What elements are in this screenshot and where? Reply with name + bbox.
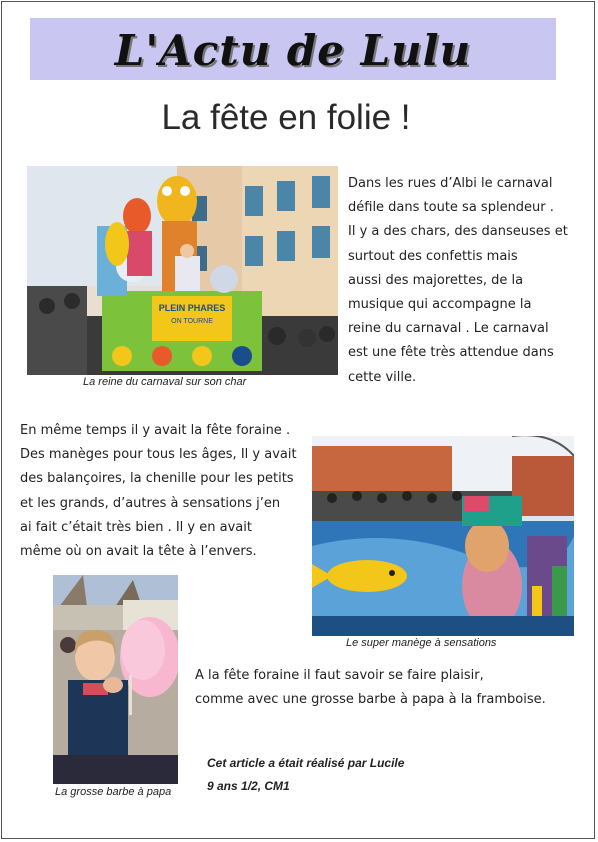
float-photo-caption: La reine du carnaval sur son char — [83, 376, 247, 388]
paragraph-line: musique qui accompagne la — [348, 296, 532, 312]
ride-photo-caption: Le super manège à sensations — [346, 637, 497, 649]
paragraph-line: même où on avait la tête à l’envers. — [20, 543, 257, 559]
section2-paragraph — [20, 419, 297, 564]
float-sign-text-1: PLEIN PHARES — [158, 303, 226, 313]
section3-paragraph — [195, 664, 546, 712]
paragraph-line: et les grands, d’autres à sensations j’en — [20, 495, 281, 511]
paragraph-line: Dans les rues d’Albi le carnaval — [348, 176, 553, 191]
paragraph-line: cette ville. — [348, 369, 417, 385]
credit-line-age: 9 ans 1/2, CM1 — [207, 779, 290, 793]
masthead-banner — [30, 18, 556, 80]
paragraph-line: Des manèges pour tous les âges, Il y avait — [20, 447, 297, 463]
carnival-float-photo — [27, 166, 338, 375]
paragraph-line: aussi des majorettes, de la — [348, 272, 524, 288]
paragraph-line: ai fait c’était très bien . Il y en avait — [20, 519, 252, 535]
cotton-candy-photo — [53, 575, 178, 784]
paragraph-line: reine du carnaval . Le carnaval — [348, 321, 549, 337]
masthead-title: L'Actu de Lulu — [114, 26, 472, 75]
float-sign-text-2: ON TOURNE — [171, 318, 213, 325]
paragraph-line: A la fête foraine il faut savoir se faire plaisir, — [195, 668, 484, 683]
paragraph-line: comme avec une grosse barbe à papa à la framboise. — [195, 692, 546, 708]
credit-line-author: Cet article a était réalisé par Lucile — [207, 756, 405, 770]
paragraph-line: défile dans toute sa splendeur . — [348, 200, 554, 216]
paragraph-line: est une fête très attendue dans — [348, 345, 554, 361]
paragraph-line: surtout des confettis mais — [348, 248, 518, 264]
paragraph-line: Il y a des chars, des danseuses et — [348, 224, 568, 240]
paragraph-line: En même temps il y avait la fête foraine . — [20, 423, 291, 438]
paragraph-line: des balançoires, la chenille pour les petits — [20, 471, 294, 487]
author-credit — [207, 752, 404, 798]
cotton-candy-caption: La grosse barbe à papa — [55, 786, 172, 798]
fairground-ride-photo — [312, 436, 574, 636]
section1-paragraph — [348, 172, 568, 390]
article-headline: La fête en folie ! — [161, 98, 411, 137]
